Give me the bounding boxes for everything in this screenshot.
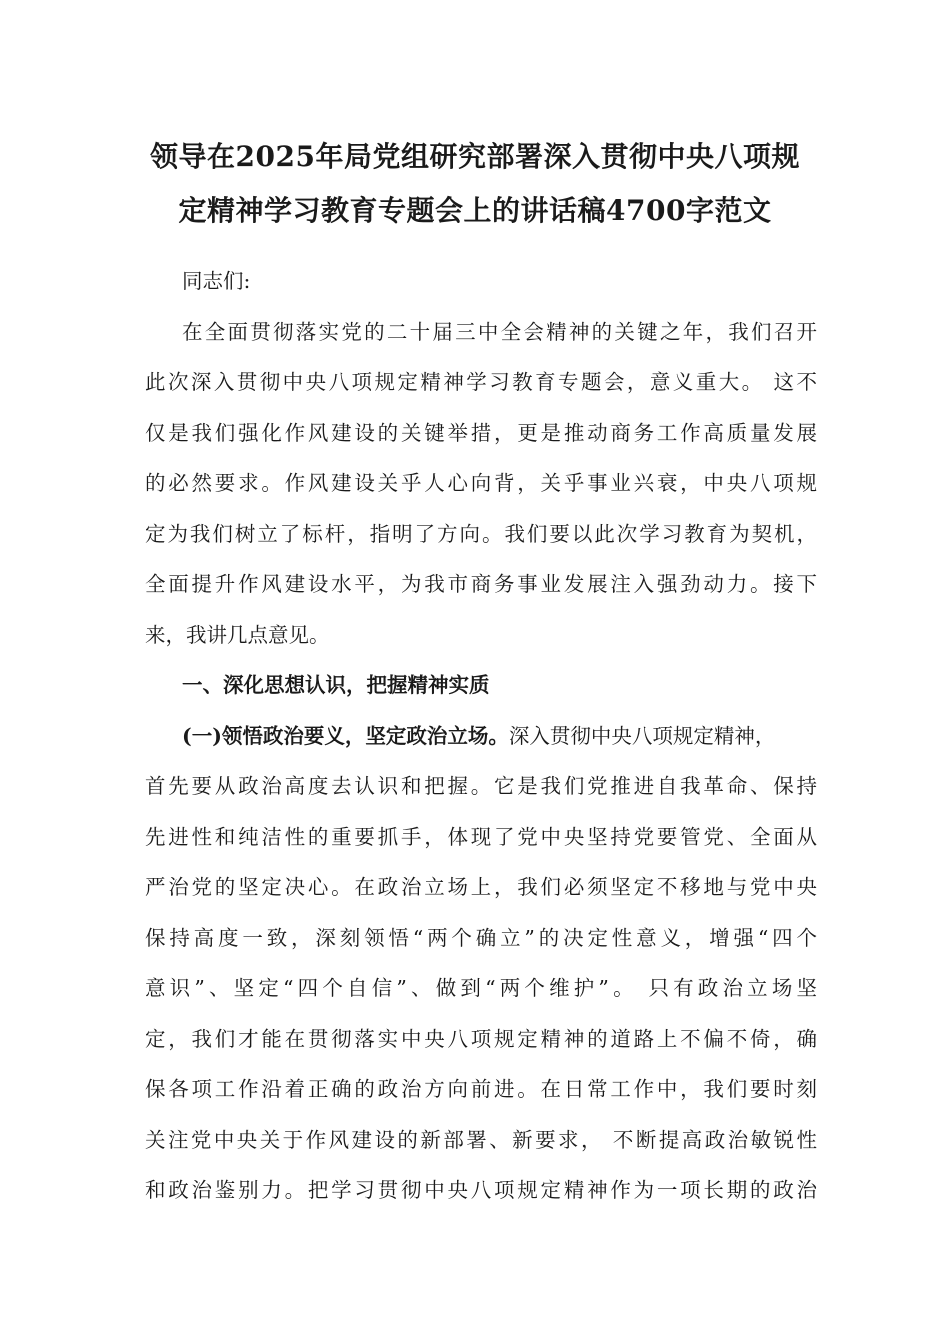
- document-title: [120, 130, 830, 238]
- subsection-line: 首先要从政治高度去认识和把握。它是我们党推进自我革命、保持: [145, 774, 817, 798]
- subsection-first-line-text: 深入贯彻中央八项规定精神，: [508, 723, 776, 748]
- subsection-line: 关注党中央关于作风建设的新部署、新要求， 不断提高政治敏锐性: [145, 1127, 817, 1152]
- title-line-1: 领导在2025年局党组研究部署深入贯彻中央八项规: [150, 140, 800, 173]
- document-body: [145, 256, 817, 1216]
- intro-line: 的必然要求。作风建设关乎人心向背，关乎事业兴衰，中央八项规: [145, 471, 817, 495]
- intro-line: 在全面贯彻落实党的二十届三中全会精神的关键之年，我们召开: [182, 319, 817, 344]
- subsection-line: 意识”、坚定“四个自信”、做到“两个维护”。 只有政治立场坚: [145, 976, 817, 1000]
- subsection-line: 保各项工作沿着正确的政治方向前进。在日常工作中，我们要时刻: [145, 1077, 817, 1101]
- subsection-line: 保持高度一致，深刻领悟“两个确立”的决定性意义，增强“四个: [145, 925, 817, 950]
- intro-line: 全面提升作风建设水平，为我市商务事业发展注入强劲动力。接下: [145, 572, 817, 596]
- intro-line: 定为我们树立了标杆，指明了方向。我们要以此次学习教育为契机，: [145, 521, 817, 546]
- subsection-line: 和政治鉴别力。把学习贯彻中央八项规定精神作为一项长期的政治: [145, 1178, 817, 1202]
- subsection-line: 先进性和纯洁性的重要抓手，体现了党中央坚持党要管党、全面从: [145, 824, 817, 849]
- subsection-line: 定，我们才能在贯彻落实中央八项规定精神的道路上不偏不倚，确: [145, 1026, 817, 1051]
- intro-line: 来，我讲几点意见。: [145, 622, 330, 647]
- salutation: 同志们:: [182, 269, 251, 293]
- section-heading: 一、深化思想认识，把握精神实质: [182, 673, 490, 697]
- intro-line: 此次深入贯彻中央八项规定精神学习教育专题会，意义重大。 这不: [145, 370, 817, 394]
- intro-line: 仅是我们强化作风建设的关键举措，更是推动商务工作高质量发展: [145, 420, 817, 445]
- subsection-heading: (一)领悟政治要义，坚定政治立场。: [182, 723, 509, 748]
- subsection-first-line: [145, 711, 817, 762]
- subsection-line: 严治党的坚定决心。在政治立场上，我们必须坚定不移地与党中央: [145, 875, 817, 899]
- title-line-2: 定精神学习教育专题会上的讲话稿4700字范文: [178, 194, 772, 227]
